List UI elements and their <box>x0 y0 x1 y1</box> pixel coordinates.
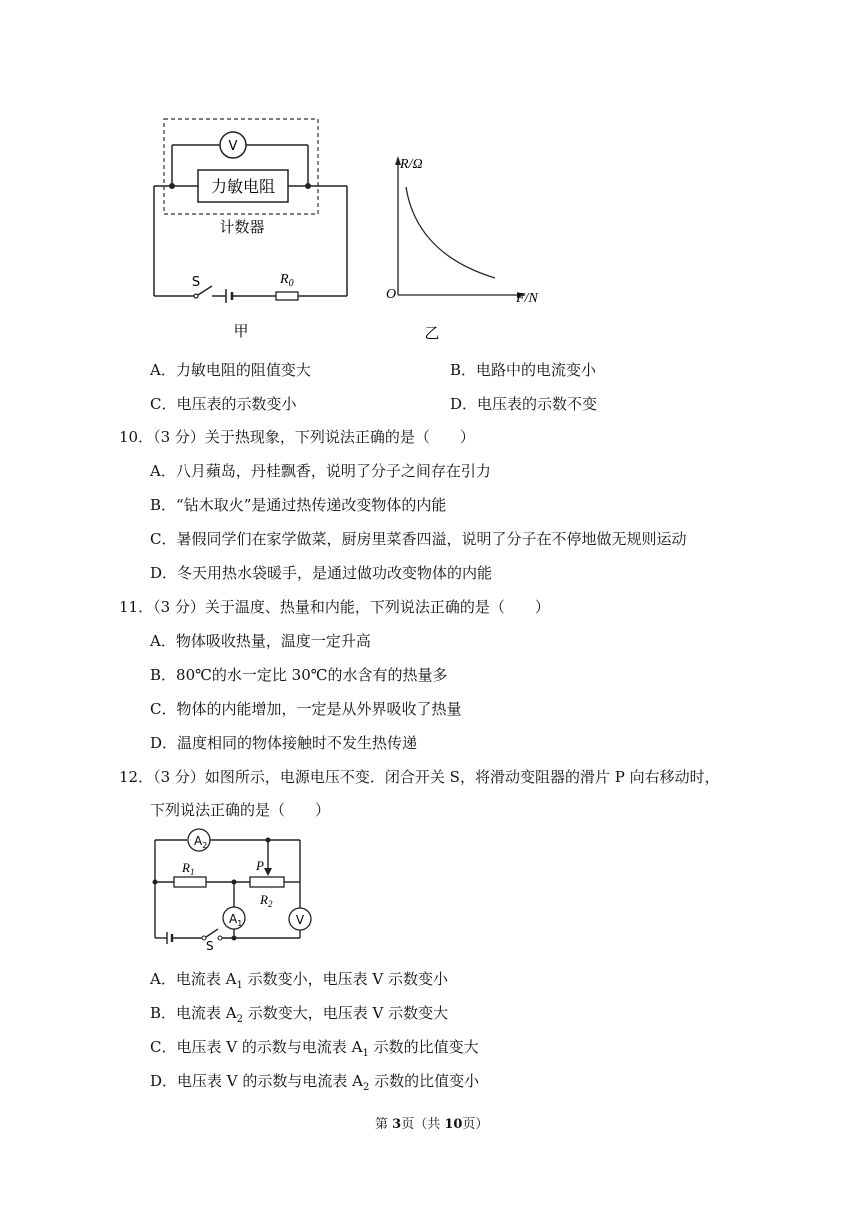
q11-option-d[interactable]: D．温度相同的物体接触时不发生热传递 <box>150 734 418 752</box>
q9-option-b[interactable]: B．电路中的电流变小 <box>450 361 597 379</box>
q10-stem: 10．（3 分）关于热现象，下列说法正确的是（ ） <box>119 428 475 446</box>
q10-option-d[interactable]: D．冬天用热水袋暖手，是通过做功改变物体的内能 <box>150 564 493 582</box>
q12-d-text2: 示数的比值变小 <box>369 1072 480 1090</box>
figure-q12-circuit <box>150 826 320 950</box>
resistance-force-curve <box>406 187 495 278</box>
q11-option-c[interactable]: C．物体的内能增加，一定是从外界吸收了热量 <box>150 700 462 718</box>
footer-total-pages: 10 <box>444 1117 463 1132</box>
rheostat-r2 <box>250 877 284 887</box>
r0-subscript: 0 <box>288 278 294 289</box>
figure-force-sensor-circuit <box>140 110 560 350</box>
q12-stem-line1: 12．（3 分）如图所示，电源电压不变．闭合开关 S，将滑动变阻器的滑片 P 向右移动时， <box>119 768 720 786</box>
slider-p-label: P <box>256 858 264 873</box>
svg-text:R0 <box>279 272 294 289</box>
r0-label: R <box>280 272 289 287</box>
q11-stem: 11．（3 分）关于温度、热量和内能，下列说法正确的是（ ） <box>119 598 550 616</box>
q12-a-text: A．电流表 A <box>150 970 237 988</box>
page-footer <box>375 1113 488 1132</box>
switch-s-label: S <box>206 939 214 950</box>
switch-label: S <box>191 275 201 290</box>
r2-subscript: 2 <box>267 899 273 909</box>
q12-b-sub: 2 <box>236 1014 243 1025</box>
q11-option-b[interactable]: B．80℃的水一定比 30℃的水含有的热量多 <box>150 666 448 684</box>
q9-option-c[interactable]: C．电压表的示数变小 <box>150 395 297 413</box>
q12-c-text2: 示数的比值变大 <box>368 1038 479 1056</box>
r1-subscript: 1 <box>189 867 195 877</box>
slider-p-arrow <box>264 868 272 876</box>
q12-option-d[interactable] <box>150 1071 479 1098</box>
voltmeter-label: V <box>228 139 238 154</box>
q12-b-text: B．电流表 A <box>150 1004 237 1022</box>
q12-option-b[interactable] <box>150 1003 448 1030</box>
graph-origin: O <box>386 287 397 302</box>
footer-suffix: 页） <box>462 1117 489 1132</box>
q12-c-text: C．电压表 V 的示数与电流表 A <box>150 1038 363 1056</box>
switch-s <box>206 929 218 937</box>
svg-text:R2 <box>259 892 273 909</box>
a1-label: A <box>229 912 238 926</box>
q12-b-text2: 示数变大，电压表 V 示数变大 <box>243 1004 449 1022</box>
q12-a-text2: 示数变小，电压表 V 示数变小 <box>242 970 448 988</box>
q12-a-sub: 1 <box>236 980 243 991</box>
q10-option-a[interactable]: A．八月蘋岛，丹桂飘香，说明了分子之间存在引力 <box>150 462 491 480</box>
counter-label: 计数器 <box>219 218 265 236</box>
footer-page-number: 3 <box>392 1117 402 1132</box>
caption-jia: 甲 <box>233 322 249 340</box>
footer-prefix: 第 <box>375 1117 393 1132</box>
q12-option-c[interactable] <box>150 1037 479 1064</box>
q12-option-a[interactable] <box>150 969 448 996</box>
resistor-r0 <box>276 292 298 300</box>
a2-subscript: 2 <box>202 841 208 850</box>
voltmeter-v-label: V <box>295 913 305 927</box>
r2-label: R <box>260 892 268 907</box>
q10-option-b[interactable]: B．“钻木取火”是通过热传递改变物体的内能 <box>150 496 447 514</box>
q11-option-a[interactable]: A．物体吸收热量，温度一定升高 <box>150 632 371 650</box>
caption-yi: 乙 <box>424 324 440 342</box>
graph-x-label: F/N <box>516 291 538 306</box>
q12-d-text: D．电压表 V 的示数与电流表 A <box>150 1072 363 1090</box>
graph-y-label: R/Ω <box>400 157 423 172</box>
svg-text:R1 <box>181 860 194 877</box>
force-sensitive-resistor-label: 力敏电阻 <box>210 177 276 196</box>
q10-option-c[interactable]: C．暑假同学们在家学做菜，厨房里菜香四溢，说明了分子在不停地做无规则运动 <box>150 530 687 548</box>
q9-option-a[interactable]: A．力敏电阻的阻值变大 <box>150 361 311 379</box>
a2-label: A <box>194 834 203 848</box>
q9-option-d[interactable]: D．电压表的示数不变 <box>450 395 598 413</box>
resistor-r1 <box>174 877 206 887</box>
q12-stem-line2: 下列说法正确的是（ ） <box>150 801 331 819</box>
r1-label: R <box>182 860 190 875</box>
q12-c-sub: 1 <box>362 1048 369 1059</box>
a1-subscript: 1 <box>237 919 243 928</box>
footer-middle: 页（共 <box>401 1117 445 1132</box>
q12-d-sub: 2 <box>363 1082 370 1093</box>
